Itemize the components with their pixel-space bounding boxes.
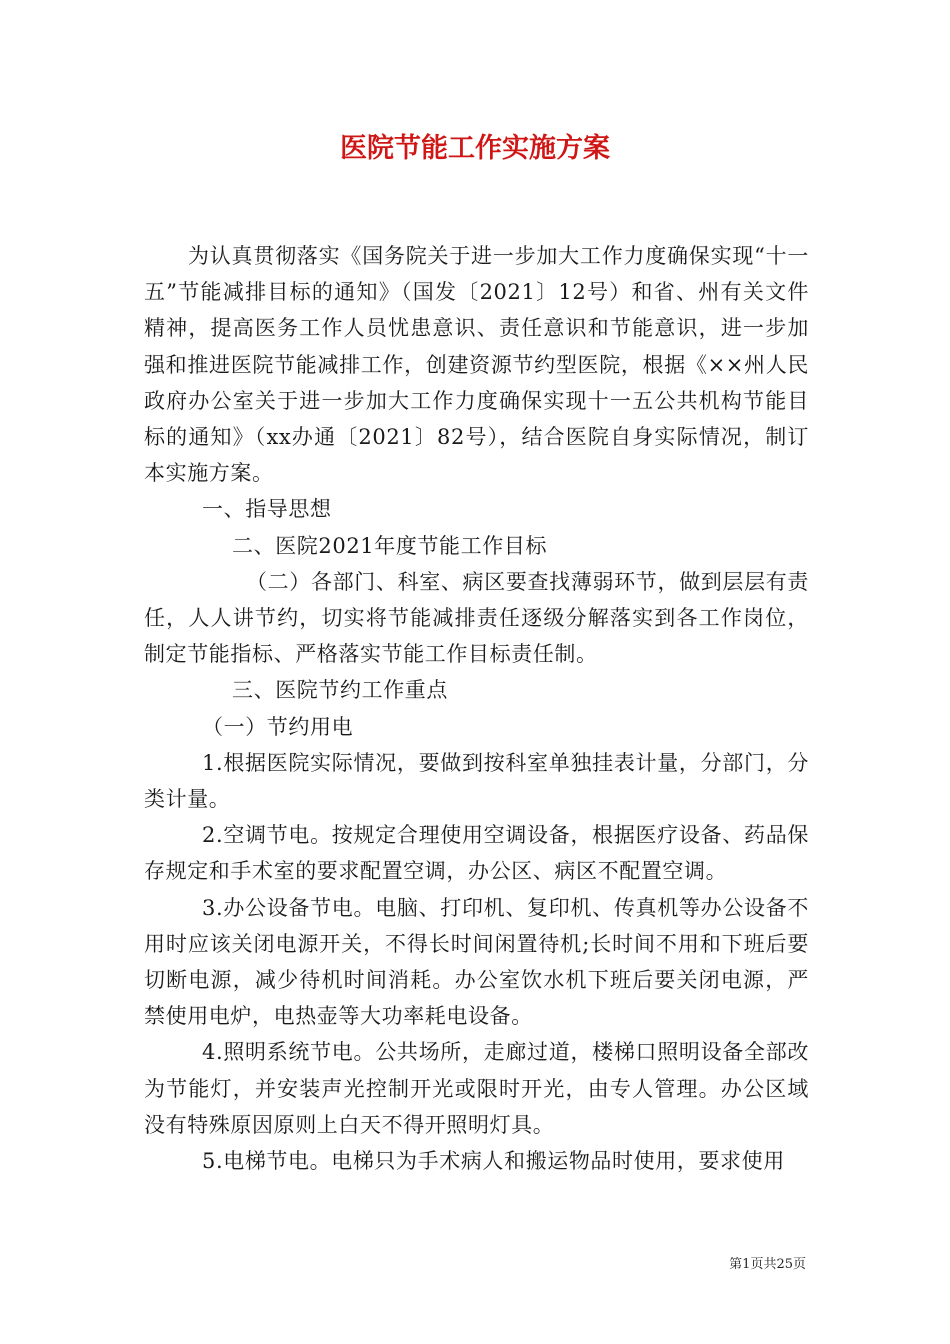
section-heading-guiding-thought: 一、指导思想 (202, 497, 332, 522)
document-title: 医院节能工作实施方案 (340, 133, 610, 164)
target-paragraph-2: （二）各部门、科室、病区要查找薄弱环节，做到层层有责任，人人讲节约，切实将节能减排责任逐级分解落实到各工作岗位，制定节能指标、严格落实节能工作目标责任制。 (144, 569, 809, 667)
list-item-metering: 1.根据医院实际情况，要做到按科室单独挂表计量，分部门，分类计量。 (144, 750, 809, 812)
list-item-air-conditioning: 2.空调节电。按规定合理使用空调设备，根据医疗设备、药品保存规定和手术室的要求配置空调，办公区、病区不配置空调。 (144, 823, 809, 884)
document-body (144, 238, 809, 1179)
list-item-lighting: 4.照明系统节电。公共场所，走廊过道，楼梯口照明设备全部改为节能灯，并安装声光控制开光或限时开光，由专人管理。办公区域没有特殊原因原则上白天不得开照明灯具。 (144, 1040, 809, 1137)
section-heading-key-points: 三、医院节约工作重点 (232, 678, 448, 703)
list-item-elevator: 5.电梯节电。电梯只为手术病人和搬运物品时使用，要求使用 (202, 1149, 785, 1174)
page-number: 第1页共25页 (729, 1257, 806, 1272)
section-heading-annual-target: 二、医院2021年度节能工作目标 (232, 533, 548, 558)
list-item-office-equipment: 3.办公设备节电。电脑、打印机、复印机、传真机等办公设备不用时应该关闭电源开关，不得长时间闲置待机;长时间不用和下班后要切断电源，减少待机时间消耗。办公室饮水机下班后要关闭电源，严禁使用电炉，电热壶等大功率耗电设备。 (144, 895, 809, 1029)
subsection-heading-electricity: （一）节约用电 (202, 714, 354, 739)
intro-paragraph: 为认真贯彻落实《国务院关于进一步加大工作力度确保实现“十一五”节能减排目标的通知》（国发〔2021〕12号）和省、州有关文件精神，提高医务工作人员忧患意识、责任意识和节能意识，进一步加强和推进医院节能减排工作，创建资源节约型医院，根据《××州人民政府办公室关于进一步加大工作力度确保实现十一五公共机构节能目标的通知》（xx办通〔2021〕82号），结合医院自身实际情况，制订本实施方案。 (144, 244, 809, 486)
